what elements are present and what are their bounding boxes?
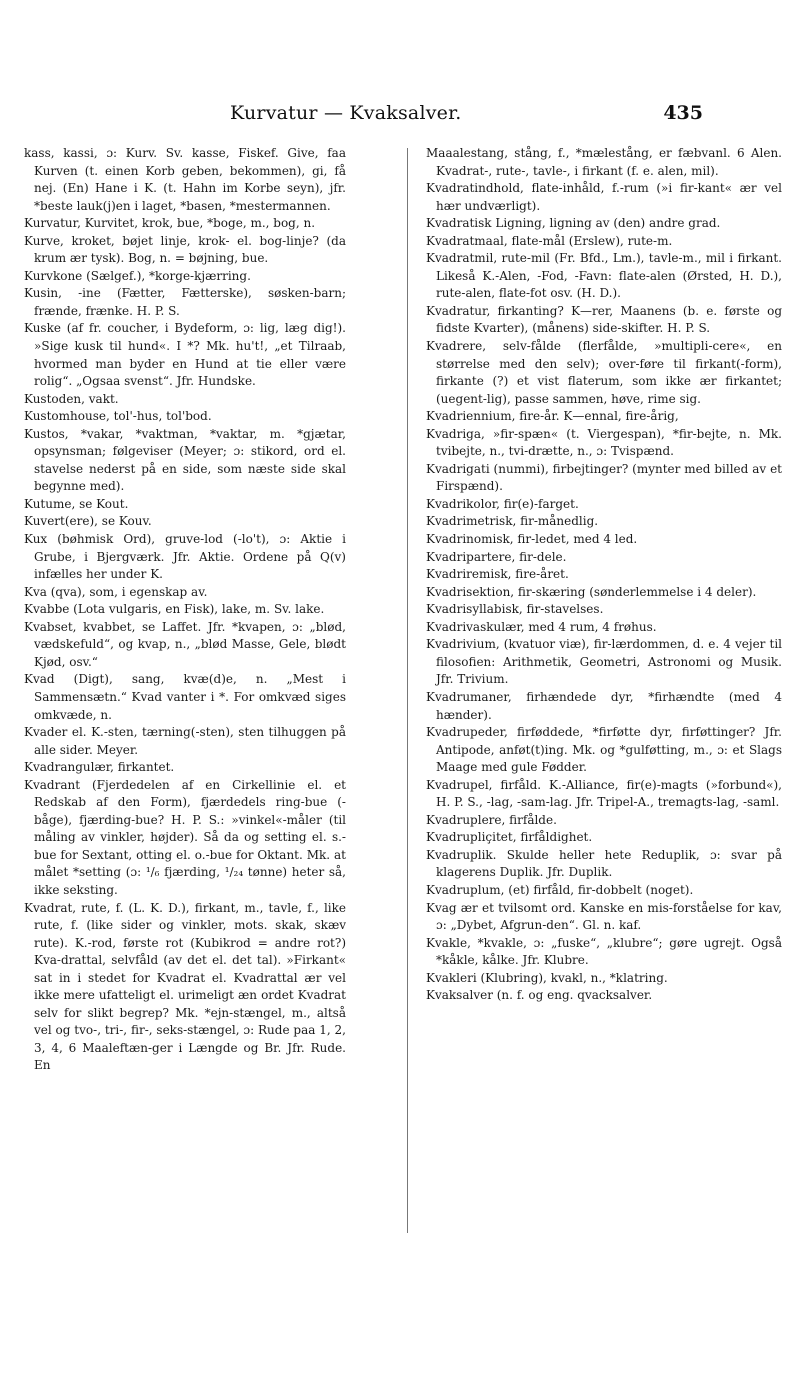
dictionary-entry: Kvad (Digt), sang, kvæ(d)e, n. „Mest i Sammensætn.“ Kvad vanter i *. For omkvæd siges omkvæde, n.	[24, 672, 346, 722]
dictionary-entry: kass, kassi, ɔ: Kurv. Sv. kasse, Fiskef. Give, faa Kurven (t. einen Korb geben, bekommen), gi, få nej. (En) Hane i K. (t. Hahn im Korbe seyn), jfr. *beste lauk(j)en i laget, *basen, *mestermannen.	[24, 146, 346, 213]
dictionary-entry: Kvadrigati (nummi), firbejtinger? (mynter med billed av et Firspænd).	[426, 461, 782, 494]
dictionary-entry: Kvadriennium, fire-år. K—ennal, fire-årig,	[426, 409, 679, 424]
dictionary-entry: Kvadruplum, (et) firfåld, fir-dobbelt (noget).	[426, 882, 694, 897]
dictionary-entry: Kvakle, *kvakle, ɔ: „fuske“, „klubre“; gøre ugrejt. Også *kåkle, kålke. Jfr. Klubre.	[426, 935, 782, 968]
dictionary-entry: Kva (qva), som, i egenskap av.	[24, 584, 208, 599]
dictionary-entry: Kusin, -ine (Fætter, Fætterske), søsken-barn; frænde, frænke. H. P. S.	[24, 286, 346, 318]
dictionary-entry: Kvabbe (Lota vulgaris, en Fisk), lake, m. Sv. lake.	[24, 602, 325, 617]
right-column	[426, 145, 782, 1005]
dictionary-entry: Kvadrisyllabisk, fir-stavelses.	[426, 602, 604, 617]
dictionary-entry: Kvadratindhold, flate-inhåld, f.-rum (»i fir-kant« ær vel hær undværligt).	[426, 181, 782, 213]
column-divider	[407, 148, 408, 1233]
dictionary-entry: Kvadrinomisk, fir-ledet, med 4 led.	[426, 532, 638, 547]
dictionary-entry: Kvadratmil, rute-mil (Fr. Bfd., Lm.), tavle-m., mil i firkant. Likeså K.-Alen, -Fod, -Favn: flate-alen (Ørsted, H. D.), rute-alen, flate-fot osv. (H. D.).	[426, 251, 782, 301]
dictionary-entry: Kutume, se Kout.	[24, 496, 129, 511]
page-number: 435	[663, 102, 703, 124]
dictionary-entry: Kvadriga, »fir-spæn« (t. Viergespan), *fir-bejte, n. Mk. tvibejte, n., tvi-drætte, n., ɔ: Tvispænd.	[426, 426, 782, 459]
dictionary-entry: Kvaksalver (n. f. og eng. qvacksalver.	[426, 988, 653, 1003]
dictionary-entry: Kvadrisektion, fir-skæring (sønderlemmelse i 4 deler).	[426, 584, 757, 599]
dictionary-entry: Kvadrivaskulær, med 4 rum, 4 frøhus.	[426, 619, 657, 634]
dictionary-entry: Kvabset, kvabbet, se Laffet. Jfr. *kvapen, ɔ: „blød, vædskefuld“, og kvap, n., „blød Masse, Gele, blødt Kjød, osv.“	[24, 619, 346, 669]
dictionary-entry: Kvag ær et tvilsomt ord. Kanske en mis-forståelse for kav, ɔ: „Dybet, Afgrun-den“. Gl. n. kaf.	[426, 900, 782, 933]
dictionary-entry: Kustomhouse, tol'-hus, tol'bod.	[24, 409, 212, 424]
dictionary-entry: Kustos, *vakar, *vaktman, *vaktar, m. *gjætar, opsynsman; følgeviser (Meyer; ɔ: stikord, ord el. stavelse nederst på en side, som næste side skal begynne med).	[24, 426, 346, 494]
dictionary-entry: Kvadruplik. Skulde heller hete Reduplik, ɔ: svar på klagerens Duplik. Jfr. Duplik.	[426, 847, 782, 880]
dictionary-entry: Kuske (af fr. coucher, i Bydeform, ɔ: lig, læg dig!). »Sige kusk til hund«. I *? Mk. hu't!, „et Tilraab, hvormed man byder en Hund at tie eller være rolig“. „Ogsaa svenst“. Jfr. Hundske.	[24, 321, 346, 389]
dictionary-entry: Kvadrivium, (kvatuor viæ), fir-lærdommen, d. e. 4 vejer til filosofien: Arithmetik, Geometri, Astronomi og Musik. Jfr. Trivium.	[426, 637, 782, 687]
left-column	[24, 145, 346, 1075]
dictionary-entry: Kvakleri (Klubring), kvakl, n., *klatring.	[426, 970, 668, 985]
dictionary-entry: Kuvert(ere), se Kouv.	[24, 514, 152, 529]
dictionary-entry: Kustoden, vakt.	[24, 391, 119, 406]
dictionary-entry: Kvadratmaal, flate-mål (Erslew), rute-m.	[426, 233, 673, 248]
page-header-title: Kurvatur — Kvaksalver.	[230, 102, 462, 124]
dictionary-entry: Kvadrangulær, firkantet.	[24, 760, 175, 775]
dictionary-entry: Kvadrupel, firfåld. K.-Alliance, fir(e)-magts (»forbund«), H. P. S., -lag, -sam-lag. Jfr. Tripel-A., tremagts-lag, -saml.	[426, 777, 782, 810]
dictionary-entry: Kvadrat, rute, f. (L. K. D.), firkant, m., tavle, f., like rute, f. (like sider og vinkler, mots. skak, skæv rute). K.-rod, første rot (Kubikrod = andre rot?) Kva-drattal, selvfåld (av det el. det tal). »Firkant« sat in i stedet for Kvadrat el. Kvadrattal ær vel ikke mere ufatteligt el. urimeligt æn ordet Kvadrat selv for slikt begrep? Mk. *ejn-stængel, m., altså vel og tvo-, tri-, fir-, seks-stængel, ɔ: Rude paa 1, 2, 3, 4, 6 Maaleftæn-ger i Længde og Br. Jfr. Rude. En	[24, 900, 346, 1073]
dictionary-entry: Kurvatur, Kurvitet, krok, bue, *boge, m., bog, n.	[24, 216, 316, 231]
dictionary-entry: Kvadruplere, firfålde.	[426, 812, 557, 827]
dictionary-entry: Kvadratisk Ligning, ligning av (den) andre grad.	[426, 216, 721, 231]
dictionary-entry: Kvadriremisk, fire-året.	[426, 567, 569, 582]
dictionary-entry: Kvadrikolor, fir(e)-farget.	[426, 496, 579, 511]
dictionary-entry: Kvader el. K.-sten, tærning(-sten), sten tilhuggen på alle sider. Meyer.	[24, 725, 346, 757]
dictionary-entry: Kurve, kroket, bøjet linje, krok- el. bog-linje? (da krum ær tysk). Bog, n. = bøjning, bue.	[24, 233, 346, 266]
dictionary-entry: Kvadrupliçitet, firfåldighet.	[426, 830, 593, 845]
running-head	[160, 100, 703, 130]
dictionary-entry: Kvadripartere, fir-dele.	[426, 549, 567, 564]
dictionary-entry: Kvadrimetrisk, fir-månedlig.	[426, 514, 599, 529]
dictionary-entry: Kvadrere, selv-fålde (flerfålde, »multipli-cere«, en størrelse med den selv); over-føre til firkant(-form), firkante (?) et vist flaterum, som ikke ær firkantet; (uegent-lig), passe sammen, høve, rime sig.	[426, 339, 782, 406]
dictionary-entry: Maaalestang, stång, f., *mælestång, er fæbvanl. 6 Alen. Kvadrat-, rute-, tavle-, i firkant (f. e. alen, mil).	[426, 146, 782, 178]
dictionary-entry: Kurvkone (Sælgef.), *korge-kjærring.	[24, 268, 251, 283]
dictionary-entry: Kvadrant (Fjerdedelen af en Cirkellinie el. et Redskab af den Form), fjærdedels ring-bue (-båge), fjærding-bue? H. P. S.: »vinkel«-måler (til måling av vinkler, højder). Så da og setting el. s.-bue for Sextant, otting el. o.-bue for Oktant. Mk. at målet *setting (ɔ: ¹/₆ fjærding, ¹/₂₄ tønne) heter så, ikke seksting.	[24, 777, 346, 897]
dictionary-entry: Kvadrupeder, firføddede, *firføtte dyr, firføttinger? Jfr. Antipode, anføt(t)ing. Mk. og *gulføtting, m., ɔ: et Slags Maage med gule Fødder.	[426, 725, 782, 775]
dictionary-entry: Kvadratur, firkanting? K—rer, Maanens (b. e. første og fidste Kvarter), (månens) side-skifter. H. P. S.	[426, 303, 782, 336]
dictionary-entry: Kux (bøhmisk Ord), gruve-lod (-lo't), ɔ: Aktie i Grube, i Bjergværk. Jfr. Aktie. Ordene på Q(v) infælles her under K.	[24, 532, 346, 582]
dictionary-entry: Kvadrumaner, firhændede dyr, *firhændte (med 4 hænder).	[426, 689, 782, 722]
